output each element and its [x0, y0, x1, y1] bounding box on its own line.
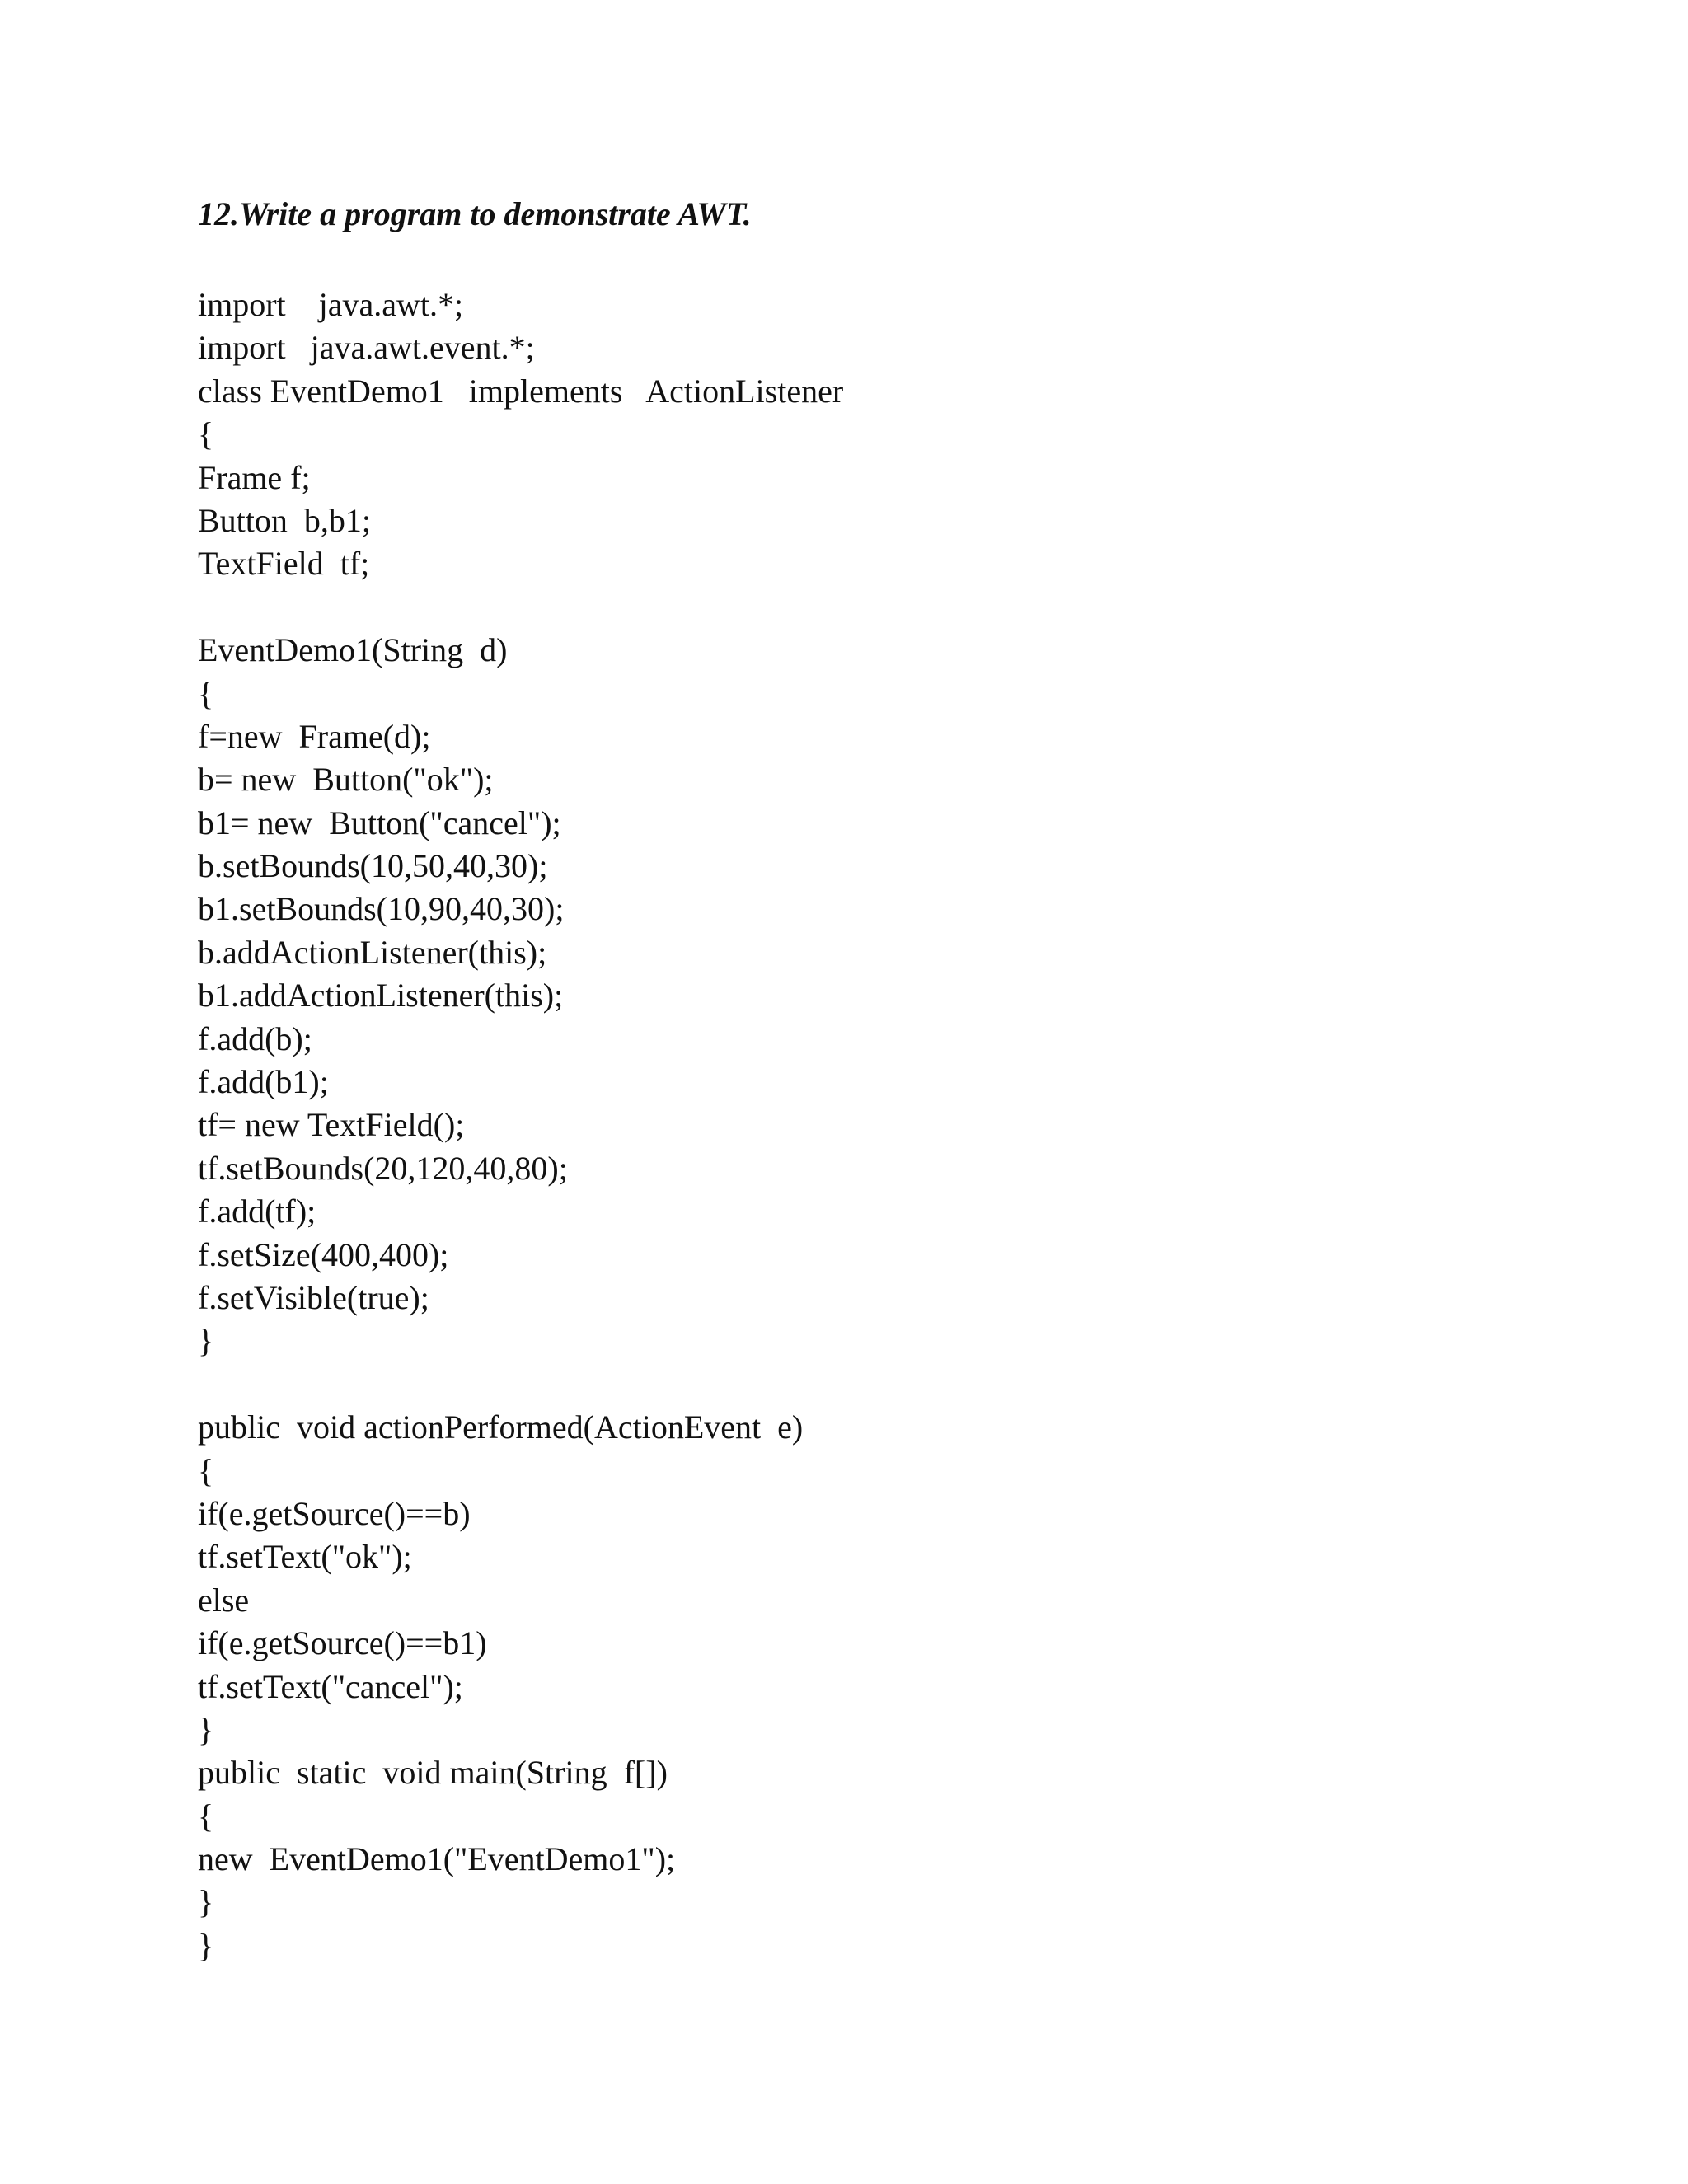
code-line-23: f.setSize(400,400);	[198, 1235, 449, 1273]
code-line-17: b1.addActionListener(this);	[198, 977, 564, 1015]
code-line-22: f.add(tf);	[198, 1193, 316, 1230]
code-line-13: b1= new Button("cancel");	[198, 804, 561, 841]
code-line-10: {	[198, 674, 214, 712]
code-line-1: import java.awt.*;	[198, 286, 464, 323]
code-line-31: else	[198, 1581, 250, 1619]
code-line-16: b.addActionListener(this);	[198, 933, 547, 971]
code-line-39: }	[198, 1926, 214, 1964]
code-line-4: {	[198, 415, 214, 453]
code-line-36: {	[198, 1797, 214, 1835]
code-line-37: new EventDemo1("EventDemo1");	[198, 1840, 676, 1878]
code-line-2: import java.awt.event.*;	[198, 329, 535, 367]
code-line-29: if(e.getSource()==b)	[198, 1494, 471, 1532]
code-line-27: public void actionPerformed(ActionEvent e)	[198, 1408, 804, 1446]
code-line-14: b.setBounds(10,50,40,30);	[198, 847, 548, 885]
code-line-38: }	[198, 1883, 214, 1921]
code-line-34: }	[198, 1710, 214, 1748]
code-line-5: Frame f;	[198, 458, 311, 496]
code-line-32: if(e.getSource()==b1)	[198, 1624, 487, 1662]
code-line-12: b= new Button("ok");	[198, 761, 494, 799]
code-line-21: tf.setBounds(20,120,40,80);	[198, 1149, 568, 1187]
code-line-30: tf.setText("ok");	[198, 1538, 412, 1576]
code-line-blank	[198, 586, 843, 629]
code-line-33: tf.setText("cancel");	[198, 1667, 463, 1705]
code-line-9: EventDemo1(String d)	[198, 631, 508, 669]
page-title: 12.Write a program to demonstrate AWT.	[198, 195, 752, 232]
code-line-3: class EventDemo1 implements ActionListener	[198, 372, 844, 410]
code-line-19: f.add(b1);	[198, 1063, 329, 1101]
code-line-35: public static void main(String f[])	[198, 1754, 668, 1792]
code-line-15: b1.setBounds(10,90,40,30);	[198, 890, 565, 928]
code-line-6: Button b,b1;	[198, 501, 372, 539]
code-line-24: f.setVisible(true);	[198, 1278, 429, 1316]
code-line-18: f.add(b);	[198, 1019, 312, 1057]
code-line-7: TextField tf;	[198, 545, 370, 583]
code-line-28: {	[198, 1451, 214, 1489]
code-line-20: tf= new TextField();	[198, 1106, 465, 1144]
code-line-11: f=new Frame(d);	[198, 717, 431, 755]
code-line-blank	[198, 1363, 843, 1406]
code-listing	[198, 284, 843, 1967]
code-line-25: }	[198, 1322, 214, 1360]
